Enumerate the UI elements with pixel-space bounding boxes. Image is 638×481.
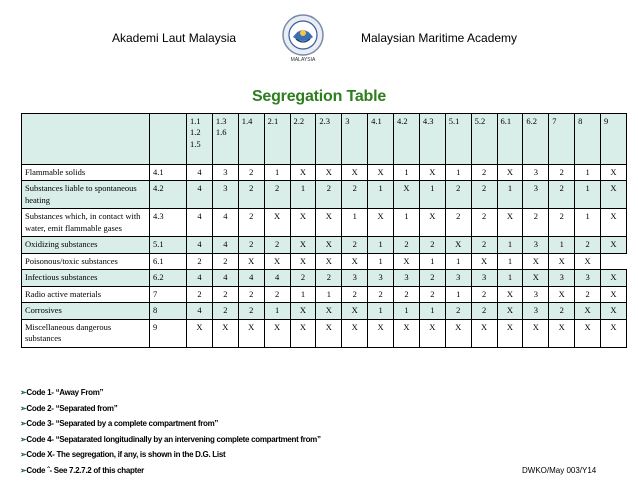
table-cell: 4 (187, 209, 213, 237)
table-cell: X (523, 270, 549, 286)
table-cell: 2 (342, 237, 368, 253)
column-header: 2.3 (316, 114, 342, 165)
table-cell: 2 (549, 209, 575, 237)
table-cell: X (316, 319, 342, 347)
table-cell: X (471, 253, 497, 269)
table-cell: 2 (471, 165, 497, 181)
table-cell: 2 (238, 237, 264, 253)
table-cell: X (264, 253, 290, 269)
column-header: 4.1 (368, 114, 394, 165)
column-header: 4.3 (419, 114, 445, 165)
table-cell: 2 (419, 270, 445, 286)
table-row (22, 270, 627, 286)
table-row (22, 303, 627, 319)
table-cell: X (445, 237, 471, 253)
row-substance-name: Poisonous/toxic substances (22, 253, 150, 269)
code-note-text: Code ˆ- See 7.2.7.2 of this chapter (26, 466, 144, 475)
column-header: 1.4 (238, 114, 264, 165)
table-cell: 2 (471, 286, 497, 302)
table-row (22, 237, 627, 253)
table-cell: X (316, 209, 342, 237)
arrow-bullet-icon: ➢ (20, 435, 26, 444)
code-note-text: Code X- The segregation, if any, is shown in the D.G. List (26, 450, 225, 459)
row-substance-name: Infectious substances (22, 270, 150, 286)
table-cell: X (368, 165, 394, 181)
column-header: 2.1 (264, 114, 290, 165)
table-cell: 1 (445, 253, 471, 269)
table-cell: 1 (394, 209, 420, 237)
table-cell: 3 (212, 181, 238, 209)
table-cell: 2 (549, 303, 575, 319)
table-cell: 2 (316, 181, 342, 209)
table-cell: 2 (238, 209, 264, 237)
table-cell: 3 (549, 270, 575, 286)
academy-crest-icon (277, 11, 329, 63)
table-cell: X (238, 319, 264, 347)
table-cell: 2 (394, 237, 420, 253)
table-cell: X (419, 319, 445, 347)
table-cell: 4 (264, 270, 290, 286)
table-cell: 1 (497, 270, 523, 286)
column-header: 3 (342, 114, 368, 165)
table-cell: X (368, 209, 394, 237)
table-cell: 2 (471, 303, 497, 319)
table-cell: 4 (187, 165, 213, 181)
table-cell: X (497, 286, 523, 302)
table-cell: 2 (264, 286, 290, 302)
table-cell: X (342, 253, 368, 269)
table-cell: 2 (238, 303, 264, 319)
table-cell: 2 (549, 165, 575, 181)
table-cell: X (497, 165, 523, 181)
table-cell: X (601, 319, 627, 347)
table-cell: 3 (342, 270, 368, 286)
table-cell: X (316, 303, 342, 319)
table-cell: 2 (419, 286, 445, 302)
table-cell: 1 (419, 303, 445, 319)
table-cell: X (601, 209, 627, 237)
logo-text: MALAYSIA (291, 57, 316, 63)
table-cell: 1 (575, 209, 601, 237)
table-cell: X (342, 303, 368, 319)
column-header: 6.1 (497, 114, 523, 165)
table-cell: 2 (238, 286, 264, 302)
row-substance-name: Flammable solids (22, 165, 150, 181)
table-cell: 1 (368, 181, 394, 209)
table-cell: 3 (523, 237, 549, 253)
footer-reference: DWKO/May 003/Y14 (522, 466, 596, 475)
row-substance-name: Substances liable to spontaneous heating (22, 181, 150, 209)
table-cell: 3 (471, 270, 497, 286)
table-cell: 1 (316, 286, 342, 302)
table-cell: X (290, 209, 316, 237)
table-cell: 3 (212, 165, 238, 181)
table-cell: X (549, 253, 575, 269)
table-cell: X (238, 253, 264, 269)
table-cell: 4 (238, 270, 264, 286)
table-cell: 2 (445, 303, 471, 319)
table-cell: X (342, 165, 368, 181)
row-class: 6.1 (150, 253, 187, 269)
table-cell: 1 (419, 181, 445, 209)
table-cell: 1 (394, 303, 420, 319)
code-note-text: Code 1- “Away From” (26, 388, 103, 397)
table-cell: 3 (394, 270, 420, 286)
column-header: 4.2 (394, 114, 420, 165)
table-cell: X (523, 253, 549, 269)
table-cell: 1 (264, 165, 290, 181)
table-cell: 1 (419, 253, 445, 269)
table-cell: 2 (212, 253, 238, 269)
table-cell: X (290, 319, 316, 347)
table-cell: X (264, 319, 290, 347)
table-cell: X (316, 237, 342, 253)
table-cell: 1 (445, 165, 471, 181)
table-cell: 2 (419, 237, 445, 253)
column-header: 9 (601, 114, 627, 165)
table-cell: X (290, 165, 316, 181)
table-cell: 3 (368, 270, 394, 286)
table-cell: 4 (187, 303, 213, 319)
table-cell: 1 (549, 237, 575, 253)
table-cell: 2 (575, 237, 601, 253)
table-cell: 3 (445, 270, 471, 286)
row-class: 9 (150, 319, 187, 347)
table-cell: 2 (523, 209, 549, 237)
table-cell: X (575, 319, 601, 347)
row-substance-name: Corrosives (22, 303, 150, 319)
table-cell: 2 (368, 286, 394, 302)
table-cell: X (445, 319, 471, 347)
table-row (22, 319, 627, 347)
header-right-text: Malaysian Maritime Academy (361, 31, 517, 45)
code-note-text: Code 4- “Sepatarated longitudinally by an intervening complete compartment from” (26, 435, 320, 444)
arrow-bullet-icon: ➢ (20, 466, 26, 475)
table-cell: 3 (523, 181, 549, 209)
table-cell: X (419, 165, 445, 181)
table-row (22, 165, 627, 181)
table-cell: 1 (497, 181, 523, 209)
table-cell: 1 (342, 209, 368, 237)
row-class: 4.2 (150, 181, 187, 209)
table-cell: X (290, 303, 316, 319)
table-cell: X (212, 319, 238, 347)
table-cell: 2 (575, 286, 601, 302)
table-cell: 2 (445, 181, 471, 209)
table-cell: X (601, 286, 627, 302)
code-note (20, 388, 321, 404)
table-cell: 1 (445, 286, 471, 302)
arrow-bullet-icon: ➢ (20, 404, 26, 413)
arrow-bullet-icon: ➢ (20, 419, 26, 428)
table-cell: 1 (497, 237, 523, 253)
table-cell: 2 (238, 181, 264, 209)
header-blank-class (150, 114, 187, 165)
table-header-row (22, 114, 627, 165)
table-cell: 1 (575, 181, 601, 209)
table-cell: X (497, 209, 523, 237)
table-cell: X (187, 319, 213, 347)
table-row (22, 209, 627, 237)
arrow-bullet-icon: ➢ (20, 388, 26, 397)
table-cell: 4 (212, 209, 238, 237)
table-body (22, 165, 627, 348)
row-substance-name: Substances which, in contact with water, emit flammable gases (22, 209, 150, 237)
table-cell: 1 (394, 165, 420, 181)
header-blank-name (22, 114, 150, 165)
code-note (20, 404, 321, 420)
table-cell: 2 (187, 253, 213, 269)
row-class: 7 (150, 286, 187, 302)
table-cell: X (497, 303, 523, 319)
table-cell: X (549, 319, 575, 347)
code-note-text: Code 3- “Separated by a complete compartment from” (26, 419, 218, 428)
table-cell: 2 (471, 237, 497, 253)
table-cell: 2 (212, 286, 238, 302)
table-cell: X (368, 319, 394, 347)
table-cell: 2 (238, 165, 264, 181)
row-class: 6.2 (150, 270, 187, 286)
table-cell: X (394, 181, 420, 209)
column-header: 1.3 1.6 (212, 114, 238, 165)
table-cell: X (575, 303, 601, 319)
table-cell: 2 (445, 209, 471, 237)
segregation-table (21, 113, 627, 348)
table-cell: 1 (264, 303, 290, 319)
column-header: 7 (549, 114, 575, 165)
column-header: 2.2 (290, 114, 316, 165)
code-note (20, 419, 321, 435)
table-cell: 2 (264, 181, 290, 209)
table-row (22, 253, 627, 269)
table-cell: 1 (290, 181, 316, 209)
table-cell: 1 (575, 165, 601, 181)
table-cell: 2 (342, 286, 368, 302)
table-cell: 4 (212, 237, 238, 253)
row-class: 4.3 (150, 209, 187, 237)
table-cell: X (419, 209, 445, 237)
table-cell: 3 (523, 286, 549, 302)
table-cell: 2 (316, 270, 342, 286)
page-title: Segregation Table (0, 88, 638, 106)
table-cell: 3 (523, 303, 549, 319)
table-cell: X (394, 319, 420, 347)
table-cell: 4 (187, 270, 213, 286)
table-cell: 2 (264, 237, 290, 253)
row-class: 4.1 (150, 165, 187, 181)
table-cell: X (601, 303, 627, 319)
table-cell: 1 (368, 237, 394, 253)
table-cell: X (575, 253, 601, 269)
table-row (22, 286, 627, 302)
row-class: 5.1 (150, 237, 187, 253)
table-cell: 1 (368, 303, 394, 319)
row-substance-name: Oxidizing substances (22, 237, 150, 253)
table-cell: 1 (290, 286, 316, 302)
table-cell: 2 (471, 209, 497, 237)
table-cell: 2 (187, 286, 213, 302)
column-header: 5.2 (471, 114, 497, 165)
table-cell: 2 (342, 181, 368, 209)
table-cell: X (601, 270, 627, 286)
table-cell: X (497, 319, 523, 347)
row-substance-name: Radio active materials (22, 286, 150, 302)
table-cell: X (290, 237, 316, 253)
table-cell: 1 (497, 253, 523, 269)
code-note (20, 435, 321, 451)
table-cell: 2 (212, 303, 238, 319)
table-cell: X (601, 237, 627, 253)
column-header: 6.2 (523, 114, 549, 165)
table-cell: 4 (212, 270, 238, 286)
row-class: 8 (150, 303, 187, 319)
table-cell: X (394, 253, 420, 269)
table-cell: 2 (549, 181, 575, 209)
table-cell: X (290, 253, 316, 269)
table-cell: X (264, 209, 290, 237)
column-header: 8 (575, 114, 601, 165)
row-substance-name: Miscellaneous dangerous substances (22, 319, 150, 347)
table-cell: 4 (187, 181, 213, 209)
table-cell: 4 (187, 237, 213, 253)
table-cell: X (523, 319, 549, 347)
table-cell: 3 (575, 270, 601, 286)
code-note-text: Code 2- “Separated from” (26, 404, 117, 413)
table-cell: 2 (394, 286, 420, 302)
arrow-bullet-icon: ➢ (20, 450, 26, 459)
table-cell: 2 (471, 181, 497, 209)
table-cell: X (316, 253, 342, 269)
table-cell: 1 (368, 253, 394, 269)
header-left-text: Akademi Laut Malaysia (112, 31, 236, 45)
table-cell: X (471, 319, 497, 347)
column-header: 1.1 1.2 1.5 (187, 114, 213, 165)
column-header: 5.1 (445, 114, 471, 165)
table-cell: 3 (523, 165, 549, 181)
table-cell: X (601, 165, 627, 181)
code-note (20, 450, 321, 466)
table-cell: X (316, 165, 342, 181)
table-row (22, 181, 627, 209)
table-cell: 2 (290, 270, 316, 286)
code-notes (20, 388, 321, 481)
table-cell: X (342, 319, 368, 347)
table-cell: X (601, 181, 627, 209)
table-cell: X (549, 286, 575, 302)
